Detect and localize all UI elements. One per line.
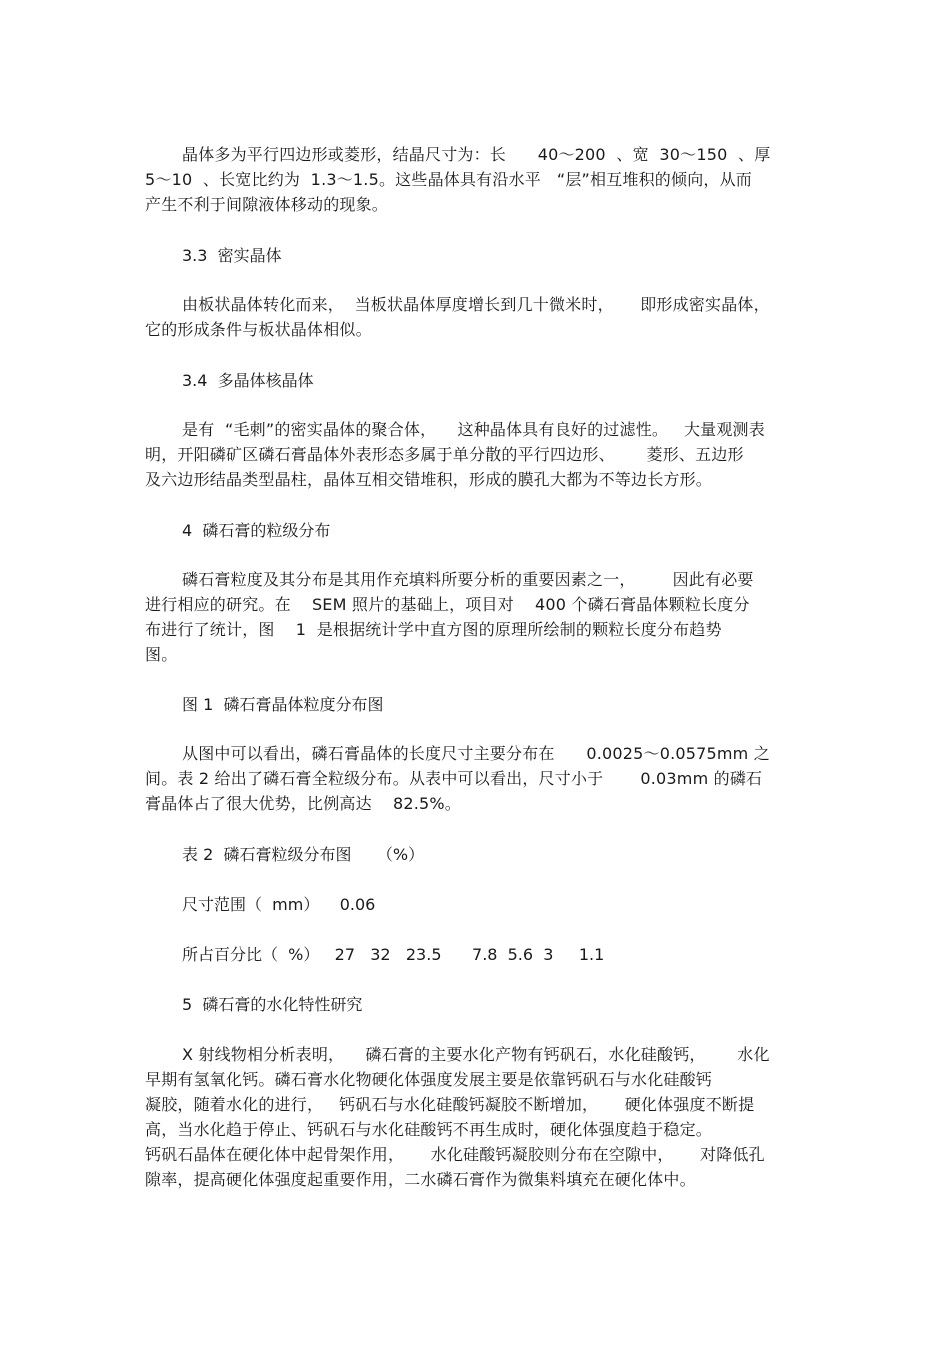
paragraph-size-range xyxy=(145,741,810,816)
section-heading-4: 4 磷石膏的粒级分布 xyxy=(182,521,331,540)
text-line: 及六边形结晶类型晶柱，晶体互相交错堆积，形成的膜孔大都为不等边长方形。 xyxy=(145,470,713,489)
paragraph-particle-distribution xyxy=(145,567,810,667)
text-line: 隙率，提高硬化体强度起重要作用，二水磷石膏作为微集料填充在硬化体中。 xyxy=(145,1170,696,1189)
text-line: 产生不利于间隙液体移动的现象。 xyxy=(145,195,389,214)
text-line: 从图中可以看出，磷石膏晶体的长度尺寸主要分布在 0.0025～0.0575mm 之 xyxy=(182,744,770,763)
text-line: 5～10 、长宽比约为 1.3～1.5。这些晶体具有沿水平 “层”相互堆积的倾向，从而 xyxy=(145,170,753,189)
text-line: X 射线物相分析表明， 磷石膏的主要水化产物有钙矾石，水化硅酸钙， 水化 xyxy=(182,1045,770,1064)
table-row-percentage: 所占百分比（ %） 27 32 23.5 7.8 5.6 3 1.1 xyxy=(182,945,605,964)
text-line: 进行相应的研究。在 SEM 照片的基础上，项目对 400 个磷石膏晶体颗粒长度分 xyxy=(145,595,750,614)
text-line: 膏晶体占了很大优势，比例高达 82.5%。 xyxy=(145,794,461,813)
table-caption: 表 2 磷石膏粒级分布图 （%） xyxy=(182,845,425,864)
text-line: 布进行了统计，图 1 是根据统计学中直方图的原理所绘制的颗粒长度分布趋势 xyxy=(145,620,722,639)
text-line: 由板状晶体转化而来， 当板状晶体厚度增长到几十微米时， 即形成密实晶体， xyxy=(182,295,770,314)
figure-caption: 图 1 磷石膏晶体粒度分布图 xyxy=(182,695,384,714)
text-line: 高，当水化趋于停止、钙矾石与水化硅酸钙不再生成时，硬化体强度趋于稳定。 xyxy=(145,1120,713,1139)
section-heading-3-3: 3.3 密实晶体 xyxy=(182,246,282,265)
text-line: 钙矾石晶体在硬化体中起骨架作用， 水化硅酸钙凝胶则分布在空隙中， 对降低孔 xyxy=(145,1145,765,1164)
text-line: 磷石膏粒度及其分布是其用作充填料所要分析的重要因素之一， 因此有必要 xyxy=(182,570,754,589)
paragraph-dense-crystal xyxy=(145,292,810,342)
text-line: 凝胶，随着水化的进行， 钙矾石与水化硅酸钙凝胶不断增加， 硬化体强度不断提 xyxy=(145,1095,755,1114)
paragraph-hydration xyxy=(145,1042,810,1192)
text-line: 间。表 2 给出了磷石膏全粒级分布。从表中可以看出，尺寸小于 0.03mm 的磷石 xyxy=(145,769,763,788)
section-heading-3-4: 3.4 多晶体核晶体 xyxy=(182,371,314,390)
table-row-size-range: 尺寸范围（ mm） 0.06 xyxy=(182,895,376,914)
text-line: 晶体多为平行四边形或菱形，结晶尺寸为：长 40～200 、宽 30～150 、厚 xyxy=(182,145,771,164)
section-heading-5: 5 磷石膏的水化特性研究 xyxy=(182,995,363,1014)
paragraph-polycrystal xyxy=(145,417,810,492)
text-line: 是有 “毛刺”的密实晶体的聚合体， 这种晶体具有良好的过滤性。 大量观测表 xyxy=(182,420,765,439)
text-line: 它的形成条件与板状晶体相似。 xyxy=(145,320,372,339)
text-line: 早期有氢氧化钙。磷石膏水化物硬化体强度发展主要是依靠钙矾石与水化硅酸钙 xyxy=(145,1070,713,1089)
text-line: 图。 xyxy=(145,645,178,664)
text-line: 明，开阳磷矿区磷石膏晶体外表形态多属于单分散的平行四边形、 菱形、五边形 xyxy=(145,445,744,464)
paragraph-crystal-shape xyxy=(145,142,810,217)
